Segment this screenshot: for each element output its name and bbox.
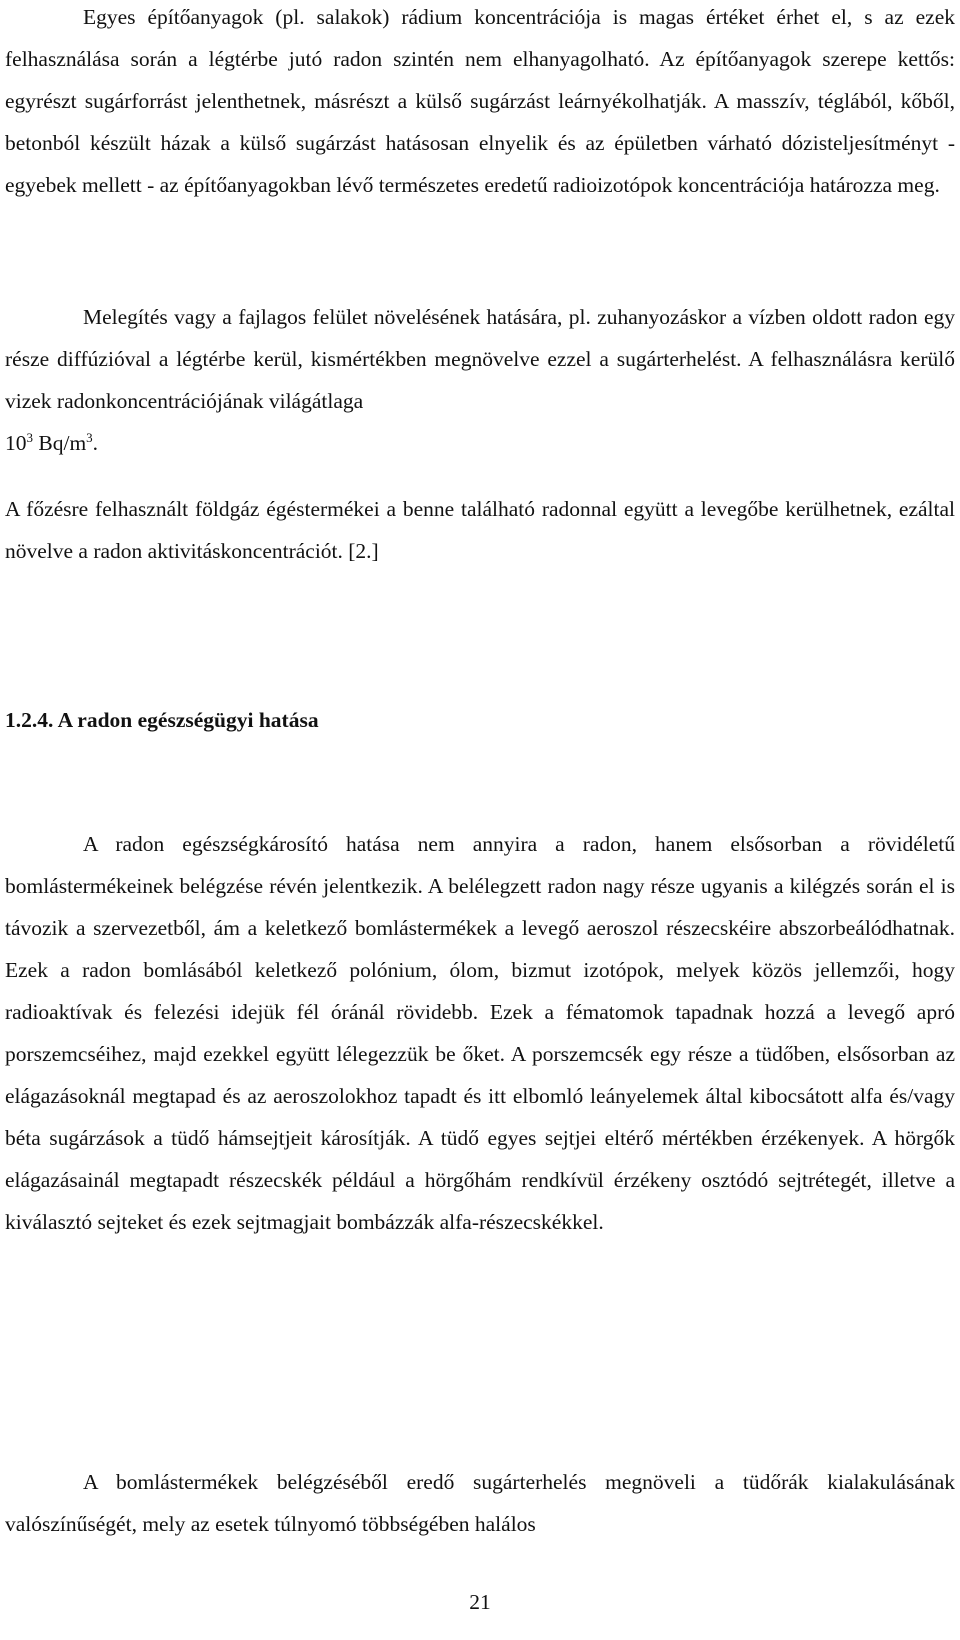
paragraph-natural-gas: A főzésre felhasznált földgáz égéstermékei a benne található radonnal együtt a levegőbe kerülhetnek, ezáltal növelve a radon aktivitáskoncentrációt. [2.] (5, 497, 955, 563)
section-number: 1.2.4. (5, 708, 54, 732)
section-title: A radon egészségügyi hatása (57, 708, 319, 732)
paragraph-water-radon (5, 296, 955, 464)
paragraph-lung-cancer: A bomlástermékek belégzéséből eredő sugárterhelés megnöveli a tüdőrák kialakulásának valószínűségét, mely az esetek túlnyomó többségében halálos (5, 1470, 955, 1536)
formula-exponent: 3 (26, 429, 33, 445)
formula-unit-exponent: 3 (86, 429, 93, 445)
paragraph-water-radon-text: Melegítés vagy a fajlagos felület növelésének hatására, pl. zuhanyozáskor a vízben oldott radon egy része diffúzióval a légtérbe kerül, kismértékben megnövelve ezzel a sugárterhelést. A felhasználásra kerülő vizek radonkoncentrációjának világátlaga (5, 305, 955, 413)
concentration-formula (5, 431, 98, 455)
formula-tail: . (92, 431, 99, 455)
page-number: 21 (469, 1590, 491, 1614)
section-heading (5, 700, 319, 740)
paragraph-health-effects: A radon egészségkárosító hatása nem annyira a radon, hanem elsősorban a rövidéletű bomlástermékeinek belégzése révén jelentkezik. A belélegzett radon nagy része ugyanis a kilégzés során el is távozik a szervezetből, ám a keletkező bomlástermékek a levegő aeroszol részecskéire abszorbeálódhatnak. Ezek a radon bomlásából keletkező polónium, ólom, bizmut izotópok, melyek közös jellemzői, hogy radioaktívak és felezési idejük fél óránál rövidebb. Ezek a fématomok tapadnak hozzá a levegő apró porszemcséihez, majd ezekkel együtt lélegezzük be őket. A porszemcsék egy része a tüdőben, elsősorban az elágazásoknál megtapad és az aeroszolokhoz tapadt és itt elbomló leányelemek által kibocsátott alfa és/vagy béta sugárzások a tüdő hámsejtjeit károsítják. A tüdő egyes sejtjei eltérő mértékben érzékenyek. A hörgők elágazásainál megtapadt részecskék például a hörgőhám rendkívül érzékeny osztódó sejtrétegét, illetve a kiválasztó sejteket és ezek sejtmagjait bombázzák alfa-részecskékkel. (5, 832, 955, 1234)
formula-unit: Bq/m (33, 431, 87, 455)
paragraph-building-materials: Egyes építőanyagok (pl. salakok) rádium koncentrációja is magas értéket érhet el, s az ezek felhasználása során a légtérbe jutó radon szintén nem elhanyagolható. Az építőanyagok szerepe kettős: egyrészt sugárforrást jelenthetnek, másrészt a külső sugárzást leárnyékolhatják. A masszív, téglából, kőből, betonból készült házak a külső sugárzást hatásosan elnyelik és az épületben várható dózisteljesítményt - egyebek mellett - az építőanyagokban lévő természetes eredetű radioizotópok koncentrációja határozza meg. (5, 5, 955, 197)
formula-base: 10 (5, 431, 27, 455)
